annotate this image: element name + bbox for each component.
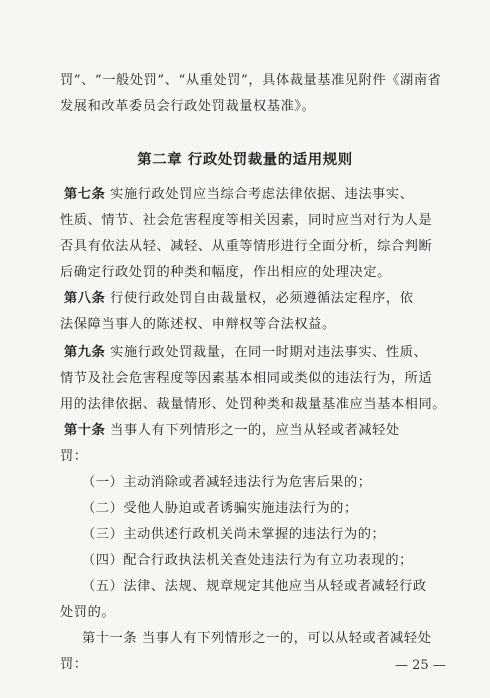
page-number: — 25 — [395, 658, 446, 673]
text-line: 用的法律依据、裁量情形、处罚种类和裁量基准应当基本相同。 [60, 397, 447, 412]
list-item: （五）法律、法规、规章规定其他应当从轻或者减轻行政 [82, 579, 427, 594]
article-7 [64, 186, 414, 204]
article-label: 第九条 [64, 345, 106, 360]
list-item: （一）主动消除或者减轻违法行为危害后果的； [82, 475, 372, 490]
text-line: 性质、情节、社会危害程度等相关因素，同时应当对行为人是 [60, 213, 433, 228]
article-9 [64, 344, 427, 362]
text-line: 否具有依法从轻、减轻、从重等情形进行全面分析，综合判断 [60, 239, 433, 254]
article-8 [64, 290, 414, 308]
text-line: 当事人有下列情形之一的，应当从轻或者减轻处 [110, 423, 400, 438]
chapter-heading: 第二章 行政处罚裁量的适用规则 [137, 152, 353, 168]
text-line: 后确定行政处罚的种类和幅度，作出相应的处理决定。 [60, 265, 391, 280]
text-line: 法保障当事人的陈述权、申辩权等合法权益。 [60, 317, 336, 332]
article-10 [64, 422, 400, 440]
list-item: （二）受他人胁迫或者诱骗实施违法行为的； [82, 501, 358, 516]
text-line: 罚： [60, 449, 88, 464]
text-line: 情节及社会危害程度等因素基本相同或类似的违法行为，所适 [60, 371, 433, 386]
article-label: 第十条 [64, 423, 106, 438]
text-line: 实施行政处罚应当综合考虑法律依据、违法事实、 [110, 187, 414, 202]
text-line: 罚： [60, 657, 88, 672]
list-item: （三）主动供述行政机关尚未掌握的违法行为的； [82, 527, 386, 542]
article-label: 第八条 [64, 291, 106, 306]
text-line: 行使行政处罚自由裁量权，必须遵循法定程序，依 [110, 291, 414, 306]
text-line: 罚”、“一般处罚”、“从重处罚”，具体裁量基准见附件《湖南省 [60, 73, 442, 88]
text-line: 实施行政处罚裁量，在同一时期对违法事实、性质、 [110, 345, 428, 360]
article-11: 第十一条 当事人有下列情形之一的，可以从轻或者减轻处 [82, 631, 432, 646]
article-label: 第七条 [64, 187, 106, 202]
text-line: 处罚的。 [60, 605, 116, 620]
text-line: 发展和改革委员会行政处罚裁量权基准》。 [60, 99, 316, 114]
list-item: （四）配合行政执法机关查处违法行为有立功表现的； [82, 553, 413, 568]
